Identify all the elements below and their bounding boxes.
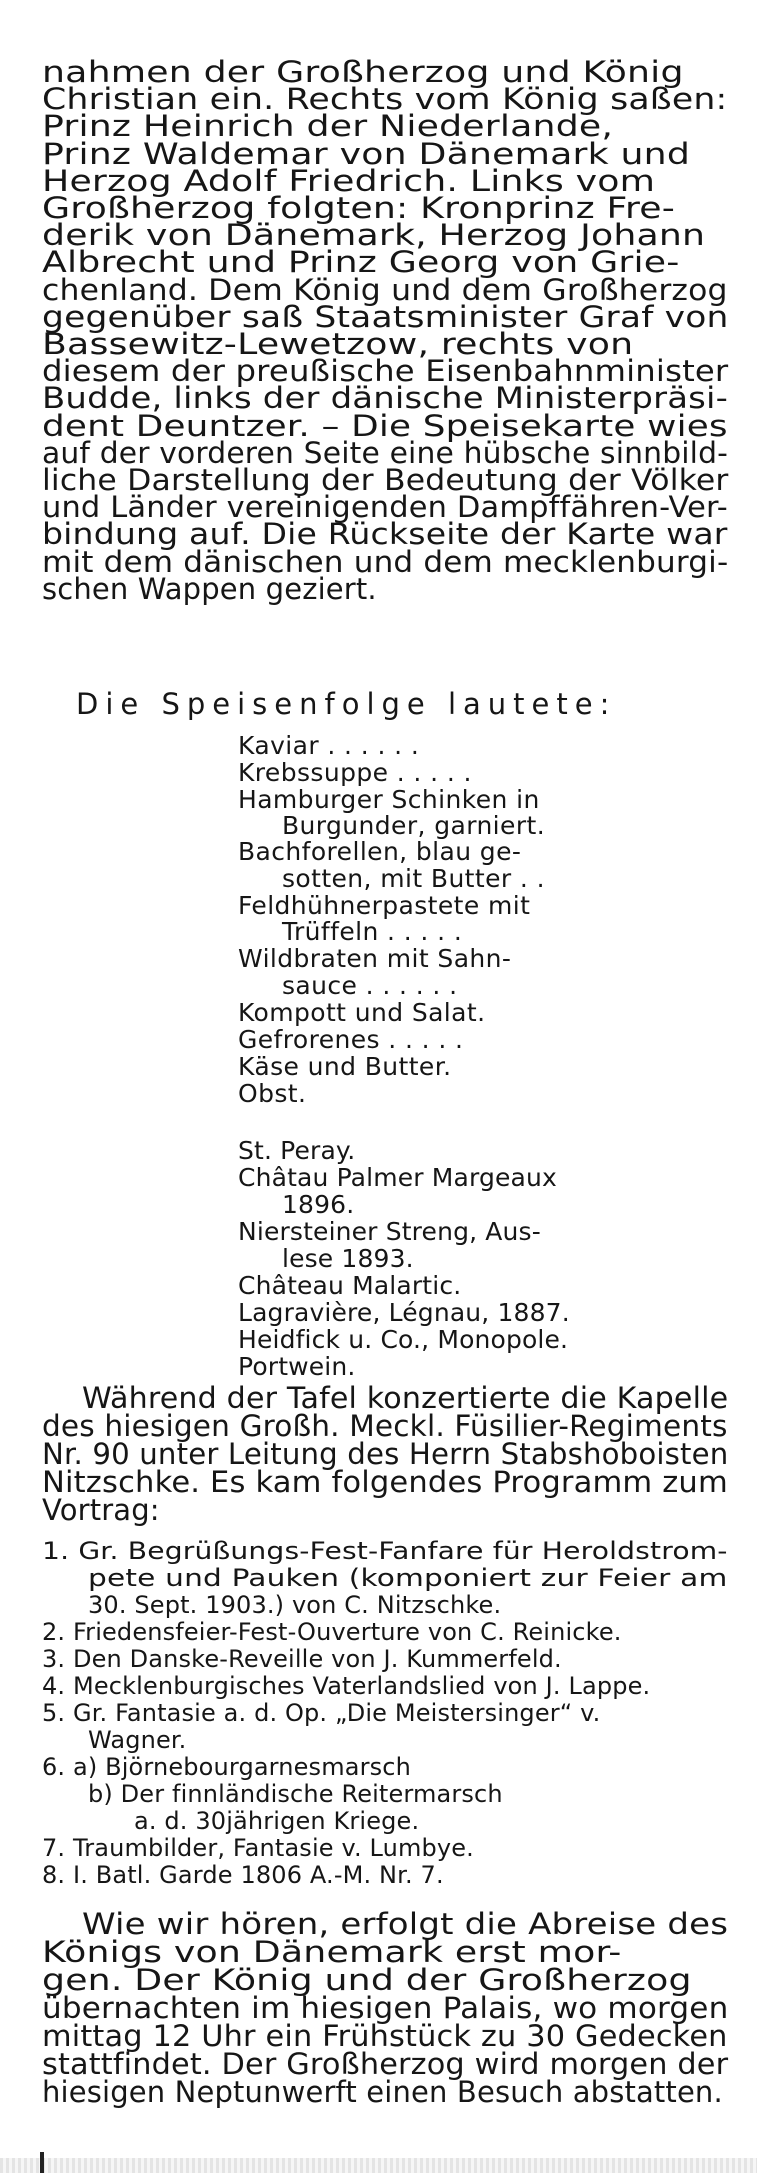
menu-course: Wildbraten mit Sahn-: [238, 944, 512, 973]
article-line: übernachten im hiesigen Palais, wo morgen: [42, 1991, 729, 2025]
article-line: schen Wappen geziert.: [42, 571, 377, 606]
article-line: derik von Dänemark, Herzog Johann: [42, 218, 706, 253]
article-line: dent Deuntzer. – Die Speisekarte wies: [42, 408, 728, 443]
article-line: gen. Der König und der Großherzog: [42, 1963, 692, 1997]
article-line: nahmen der Großherzog und König: [42, 55, 684, 89]
menu-wine: lese 1893.: [282, 1244, 414, 1273]
menu-course: Bachforellen, blau ge-: [238, 837, 522, 866]
article-line: Nitzschke. Es kam folgendes Programm zum: [42, 1465, 728, 1499]
menu-wine: Lagravière, Légnau, 1887.: [238, 1298, 570, 1327]
program-item: b) Der finnländische Reitermarsch: [88, 1780, 503, 1808]
article-line: liche Darstellung der Bedeutung der Völker: [42, 463, 729, 497]
program-item: 30. Sept. 1903.) von C. Nitzschke.: [88, 1591, 502, 1619]
article-line: Vortrag:: [42, 1493, 160, 1527]
menu-course: sotten, mit Butter . .: [282, 864, 545, 893]
article-line: des hiesigen Großh. Meckl. Füsilier-Regiments: [42, 1409, 728, 1443]
article-line: Albrecht und Prinz Georg von Grie-: [42, 245, 680, 280]
menu-course: Hamburger Schinken in: [238, 785, 540, 814]
article-line: Nr. 90 unter Leitung des Herrn Stabshoboisten: [42, 1437, 729, 1471]
menu-course: Gefrorenes . . . . .: [238, 1025, 464, 1054]
article-line: mittag 12 Uhr ein Frühstück zu 30 Gedecken: [42, 2019, 728, 2053]
menu-wine: 1896.: [282, 1190, 355, 1219]
article-line: diesem der preußische Eisenbahnminister: [42, 354, 729, 389]
menu-wine: St. Peray.: [238, 1136, 356, 1165]
article-line: Bassewitz-Lewetzow, rechts von: [42, 327, 634, 361]
program-item: 5. Gr. Fantasie a. d. Op. „Die Meistersinger“ v.: [42, 1699, 601, 1727]
menu-course: Krebssuppe . . . . .: [238, 758, 472, 787]
menu-course: Kaviar . . . . . .: [238, 731, 420, 760]
menu-course: Burgunder, garniert.: [282, 811, 546, 840]
menu-course: Feldhühnerpastete mit: [238, 891, 531, 920]
program-item: 1. Gr. Begrüßungs-Fest-Fanfare für Heroldstrom-: [42, 1537, 728, 1565]
article-line: bindung auf. Die Rückseite der Karte war: [42, 517, 728, 552]
menu-course: Trüffeln . . . . .: [282, 917, 463, 946]
menu-wine: Châtau Palmer Margeaux: [238, 1163, 557, 1192]
article-line: Prinz Heinrich der Niederlande,: [42, 109, 614, 144]
scan-mark: [40, 2152, 44, 2173]
menu-course: Käse und Butter.: [238, 1052, 452, 1081]
menu-course: Obst.: [238, 1079, 307, 1108]
article-line: Prinz Waldemar von Dänemark und: [42, 136, 691, 171]
menu-wine: Château Malartic.: [238, 1271, 462, 1300]
menu-wine: Portwein.: [238, 1352, 356, 1381]
program-item: 6. a) Björnebourgarnesmarsch: [42, 1753, 411, 1781]
program-item: pete und Pauken (komponiert zur Feier am: [88, 1564, 728, 1592]
menu-course: sauce . . . . . .: [282, 971, 458, 1000]
article-line: Königs von Dänemark erst mor-: [42, 1935, 622, 1969]
program-item: 7. Traumbilder, Fantasie v. Lumbye.: [42, 1834, 474, 1862]
article-line: Großherzog folgten: Kronprinz Fre-: [42, 191, 676, 225]
scan-edge: [0, 2158, 757, 2173]
article-line: stattfindet. Der Großherzog wird morgen der: [42, 2047, 729, 2081]
program-item: Wagner.: [88, 1726, 187, 1754]
program-item: 3. Den Danske-Reveille von J. Kummerfeld.: [42, 1645, 562, 1673]
article-line: mit dem dänischen und dem mecklenburgi-: [42, 544, 729, 579]
article-line: Wie wir hören, erfolgt die Abreise des: [82, 1907, 729, 1941]
article-line: und Länder vereinigenden Dampffähren-Ver-: [42, 490, 728, 525]
menu-heading: Die Speisenfolge lautete:: [76, 687, 617, 721]
article-line: Herzog Adolf Friedrich. Links vom: [42, 163, 656, 198]
article-line: chenland. Dem König und dem Großherzog: [42, 272, 728, 307]
article-line: Christian ein. Rechts vom König saßen:: [42, 82, 728, 117]
article-line: gegenüber saß Staatsminister Graf von: [42, 299, 729, 334]
menu-course: Kompott und Salat.: [238, 998, 486, 1027]
menu-wine: Heidfick u. Co., Monopole.: [238, 1325, 569, 1354]
article-line: hiesigen Neptunwerft einen Besuch abstatten.: [42, 2075, 723, 2109]
program-item: 4. Mecklenburgisches Vaterlandslied von J. Lappe.: [42, 1672, 651, 1700]
article-line: auf der vorderen Seite eine hübsche sinnbild-: [42, 435, 729, 470]
program-item: a. d. 30jährigen Kriege.: [134, 1807, 420, 1835]
article-line: Budde, links der dänische Ministerpräsi-: [42, 381, 728, 416]
menu-wine: Niersteiner Streng, Aus-: [238, 1217, 541, 1246]
article-line: Während der Tafel konzertierte die Kapelle: [82, 1381, 729, 1415]
program-item: 2. Friedensfeier-Fest-Ouverture von C. Reinicke.: [42, 1618, 622, 1646]
program-item: 8. I. Batl. Garde 1806 A.-M. Nr. 7.: [42, 1861, 444, 1889]
